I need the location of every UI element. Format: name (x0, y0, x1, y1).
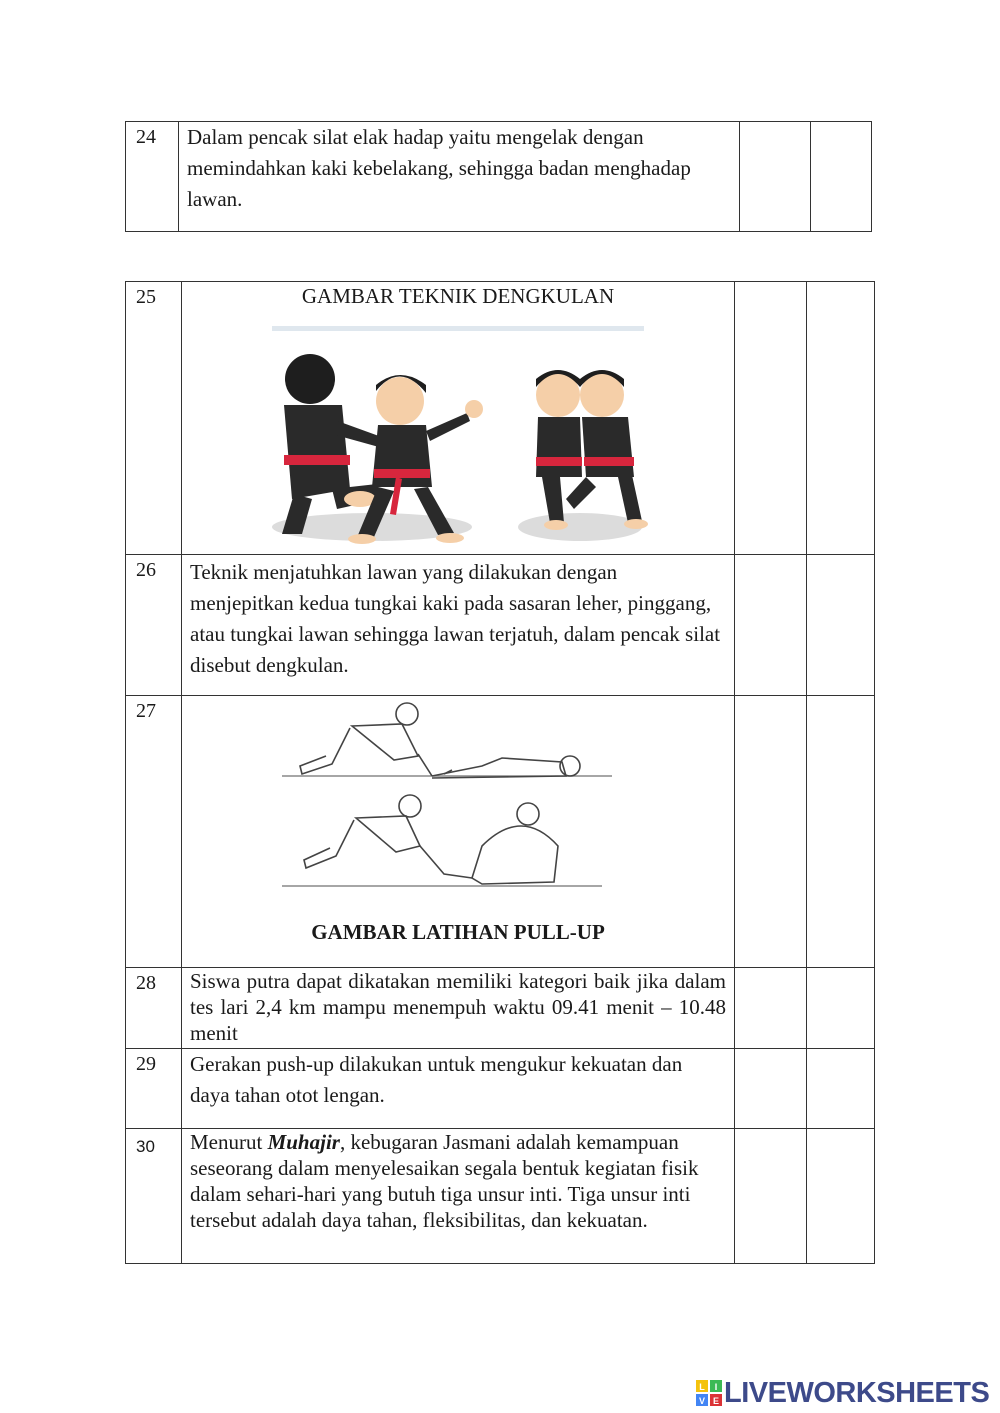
answer-true-box[interactable] (735, 696, 807, 968)
statement-text (182, 1129, 734, 1233)
statement-cell (179, 122, 740, 232)
statement-cell (182, 1049, 735, 1129)
table-row (126, 282, 875, 555)
svg-text:E: E (712, 1396, 720, 1406)
dengkulan-illustration (182, 309, 735, 545)
answer-false-box[interactable] (807, 1049, 875, 1129)
statement-text: Teknik menjatuhkan lawan yang dilakukan dengan menjepitkan kedua tungkai kaki pada sasaran leher, pinggang, atau tungkai lawan sehingga lawan terjatuh, dalam pencak silat disebut dengkulan. (190, 560, 721, 677)
answer-false-box[interactable] (807, 282, 875, 555)
answer-false-box[interactable] (807, 696, 875, 968)
statement-text-start: Menurut (190, 1130, 268, 1154)
row-number: 30 (126, 1129, 182, 1264)
answer-false-box[interactable] (807, 968, 875, 1049)
brand-blocks-icon (696, 1380, 722, 1406)
statement-text: Dalam pencak silat elak hadap yaitu mengelak dengan memindahkan kaki kebelakang, sehingga badan menghadap lawan. (187, 125, 691, 211)
table-row (126, 696, 875, 968)
answer-false-box[interactable] (807, 1129, 875, 1264)
image-cell (182, 696, 735, 968)
answer-false-box[interactable] (811, 122, 872, 232)
table-row (126, 968, 875, 1049)
table-row (126, 1129, 875, 1264)
image-caption: GAMBAR TEKNIK DENGKULAN (301, 284, 615, 308)
question-table-24 (125, 121, 872, 232)
answer-true-box[interactable] (735, 968, 807, 1049)
liveworksheets-logo (696, 1376, 996, 1410)
svg-text:L: L (699, 1382, 705, 1392)
answer-true-box[interactable] (735, 282, 807, 555)
svg-text:I: I (714, 1382, 718, 1392)
row-number: 24 (126, 122, 179, 232)
table-row (126, 1049, 875, 1129)
row-number: 28 (126, 968, 182, 1049)
answer-false-box[interactable] (807, 555, 875, 696)
row-number: 27 (126, 696, 182, 968)
answer-true-box[interactable] (735, 555, 807, 696)
image-cell (182, 282, 735, 555)
answer-true-box[interactable] (735, 1129, 807, 1264)
statement-text: Siswa putra dapat dikatakan memiliki kategori baik jika dalam tes lari 2,4 km mampu menempuh waktu 09.41 menit – 10.48 menit (190, 969, 726, 1045)
emphasized-name: Muhajir (267, 1130, 340, 1154)
svg-text:V: V (698, 1396, 706, 1406)
row-number: 29 (126, 1049, 182, 1129)
statement-cell (182, 555, 735, 696)
question-table-main (125, 281, 875, 1264)
image-caption: GAMBAR LATIHAN PULL-UP (311, 920, 605, 944)
statement-text-end: , kebugaran Jasmani adalah kemampuan seseorang dalam menyelesaikan segala bentuk kegiatan fisik dalam sehari-hari yang butuh tiga unsur inti. Tiga unsur inti tersebut adalah daya tahan, fleksibilitas, dan kekuatan. (190, 1130, 699, 1232)
row-number: 26 (126, 555, 182, 696)
brand-name: LIVEWORKSHEETS (724, 1377, 990, 1409)
row-number: 25 (126, 282, 182, 555)
statement-cell (182, 1129, 735, 1264)
pull-up-illustration (182, 696, 735, 916)
table-row (126, 555, 875, 696)
answer-true-box[interactable] (740, 122, 811, 232)
statement-text: Gerakan push-up dilakukan untuk mengukur kekuatan dan daya tahan otot lengan. (190, 1052, 683, 1107)
answer-true-box[interactable] (735, 1049, 807, 1129)
statement-cell (182, 968, 735, 1049)
